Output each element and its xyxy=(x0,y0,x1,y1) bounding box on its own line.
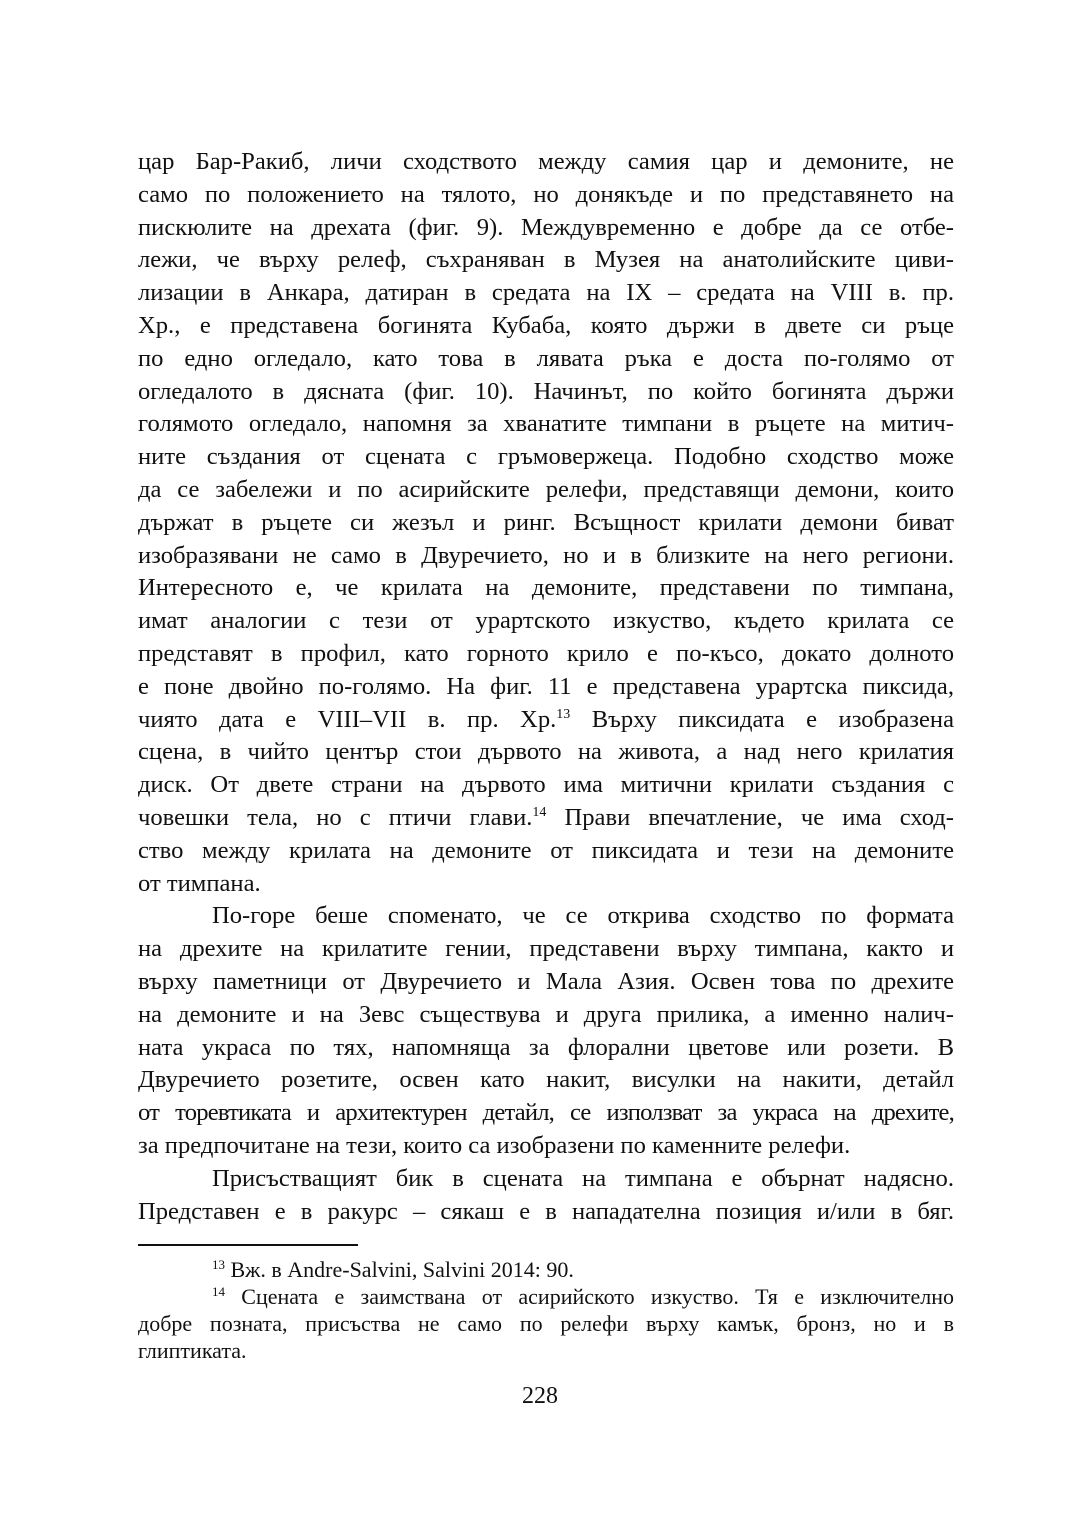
text-line: на демоните и на Зевс съществува и друга прилика, а именно налич- xyxy=(138,1000,954,1028)
text-line: огледалото в дясната (фиг. 10). Начинът, по който богинята държи xyxy=(138,377,954,405)
footnote-text-line: глиптиката. xyxy=(138,1338,247,1363)
paragraph-1 xyxy=(138,146,954,900)
text-line: сцена, в чийто център стои дървото на живота, а над него крилатия xyxy=(138,738,954,766)
text-line: имат аналогии с тези от урартското изкуство, където крилата се xyxy=(138,607,954,635)
main-text xyxy=(138,146,954,1228)
footnote-13 xyxy=(138,1256,954,1283)
text-line: пискюлите на дрехата (фиг. 9). Междувременно е добре да се отбе- xyxy=(138,213,954,241)
text-line: диск. От двете страни на дървото има митични крилати създания с xyxy=(138,771,954,799)
text-line: изобразявани не само в Двуречието, но и в близките на него региони. xyxy=(138,541,954,569)
text-line: от тимпана. xyxy=(138,869,261,897)
text-line: Интересното е, че крилата на демоните, представени по тимпана, xyxy=(138,574,954,602)
text-segment: Прави впечатление, че има сход- xyxy=(546,803,954,831)
text-line: представят в профил, като горното крило е по-късо, докато долното xyxy=(138,639,954,667)
paragraph-2 xyxy=(138,900,954,1162)
text-line xyxy=(138,704,954,737)
text-line: за предпочитане на тези, които са изобразени по каменните релефи. xyxy=(138,1131,851,1159)
footnote-text-line: добре позната, присъства не само по релефи върху камък, бронз, но и в xyxy=(138,1311,954,1336)
text-line: ните създания от сцената с гръмовержеца. Подобно сходство може xyxy=(138,443,954,471)
text-line: Присъстващият бик в сцената на тимпана е обърнат надясно. xyxy=(212,1164,954,1192)
text-line: цар Бар-Ракиб, личи сходството между самия цар и демоните, не xyxy=(138,148,954,175)
text-line: държат в ръцете си жезъл и ринг. Всъщност крилати демони биват xyxy=(138,508,954,536)
text-line: на дрехите на крилатите гении, представени върху тимпана, както и xyxy=(138,935,954,963)
footnote-14 xyxy=(138,1283,954,1310)
text-line: голямото огледало, напомня за хванатите тимпани в ръцете на митич- xyxy=(138,410,954,438)
text-line: върху паметници от Двуречието и Мала Азия. Освен това по дрехите xyxy=(138,967,954,995)
footnote-ref-14[interactable]: 14 xyxy=(532,804,547,820)
text-line: Представен е в ракурс – сякаш е в нападателна позиция и/или в бяг. xyxy=(138,1197,954,1225)
text-line: ство между крилата на демоните от пиксидата и тези на демоните xyxy=(138,836,954,864)
text-line: е поне двойно по-голямо. На фиг. 11 е представена урартска пиксида, xyxy=(138,672,954,700)
text-segment: Върху пиксидата е изобразена xyxy=(570,705,954,733)
footnote-ref-13[interactable]: 13 xyxy=(556,706,571,722)
footnote-number: 14 xyxy=(212,1284,225,1299)
footnote-number: 13 xyxy=(212,1257,225,1272)
paragraph-3 xyxy=(138,1163,954,1229)
footnote-text: Сцената е заимствана от асирийското изкуство. Тя е изключително xyxy=(225,1284,954,1309)
footnote-separator xyxy=(138,1244,358,1246)
footnote-text: Вж. в Andre-Salvini, Salvini 2014: 90. xyxy=(225,1257,574,1282)
text-line: по едно огледало, като това в лявата ръка е доста по-голямо от xyxy=(138,344,954,372)
text-line: да се забележи и по асирийските релефи, представящи демони, които xyxy=(138,475,954,503)
footnotes xyxy=(138,1256,954,1364)
text-line: само по положението на тялото, но донякъде и по представянето на xyxy=(138,180,954,208)
text-line: Двуречието розетите, освен като накит, висулки на накити, детайл xyxy=(138,1066,954,1094)
text-line: от торевтиката и архитектурен детайл, се използват за украса на дрехите, xyxy=(138,1099,954,1127)
text-line: По-горе беше споменато, че се открива сходство по формата xyxy=(212,902,954,930)
text-line: лежи, че върху релеф, съхраняван в Музея на анатолийските циви- xyxy=(138,246,954,274)
text-segment: чиято дата е VIII–VII в. пр. Хр. xyxy=(138,705,557,733)
text-segment: човешки тела, но с птичи глави. xyxy=(138,803,533,831)
text-line: ната украса по тях, напомняща за флорални цветове или розети. В xyxy=(138,1033,954,1061)
page-number: 228 xyxy=(522,1383,558,1409)
text-line: лизации в Анкара, датиран в средата на IX – средата на VIII в. пр. xyxy=(138,279,954,307)
text-line: Хр., е представена богинята Кубаба, която държи в двете си ръце xyxy=(138,311,954,339)
text-line xyxy=(138,802,954,835)
